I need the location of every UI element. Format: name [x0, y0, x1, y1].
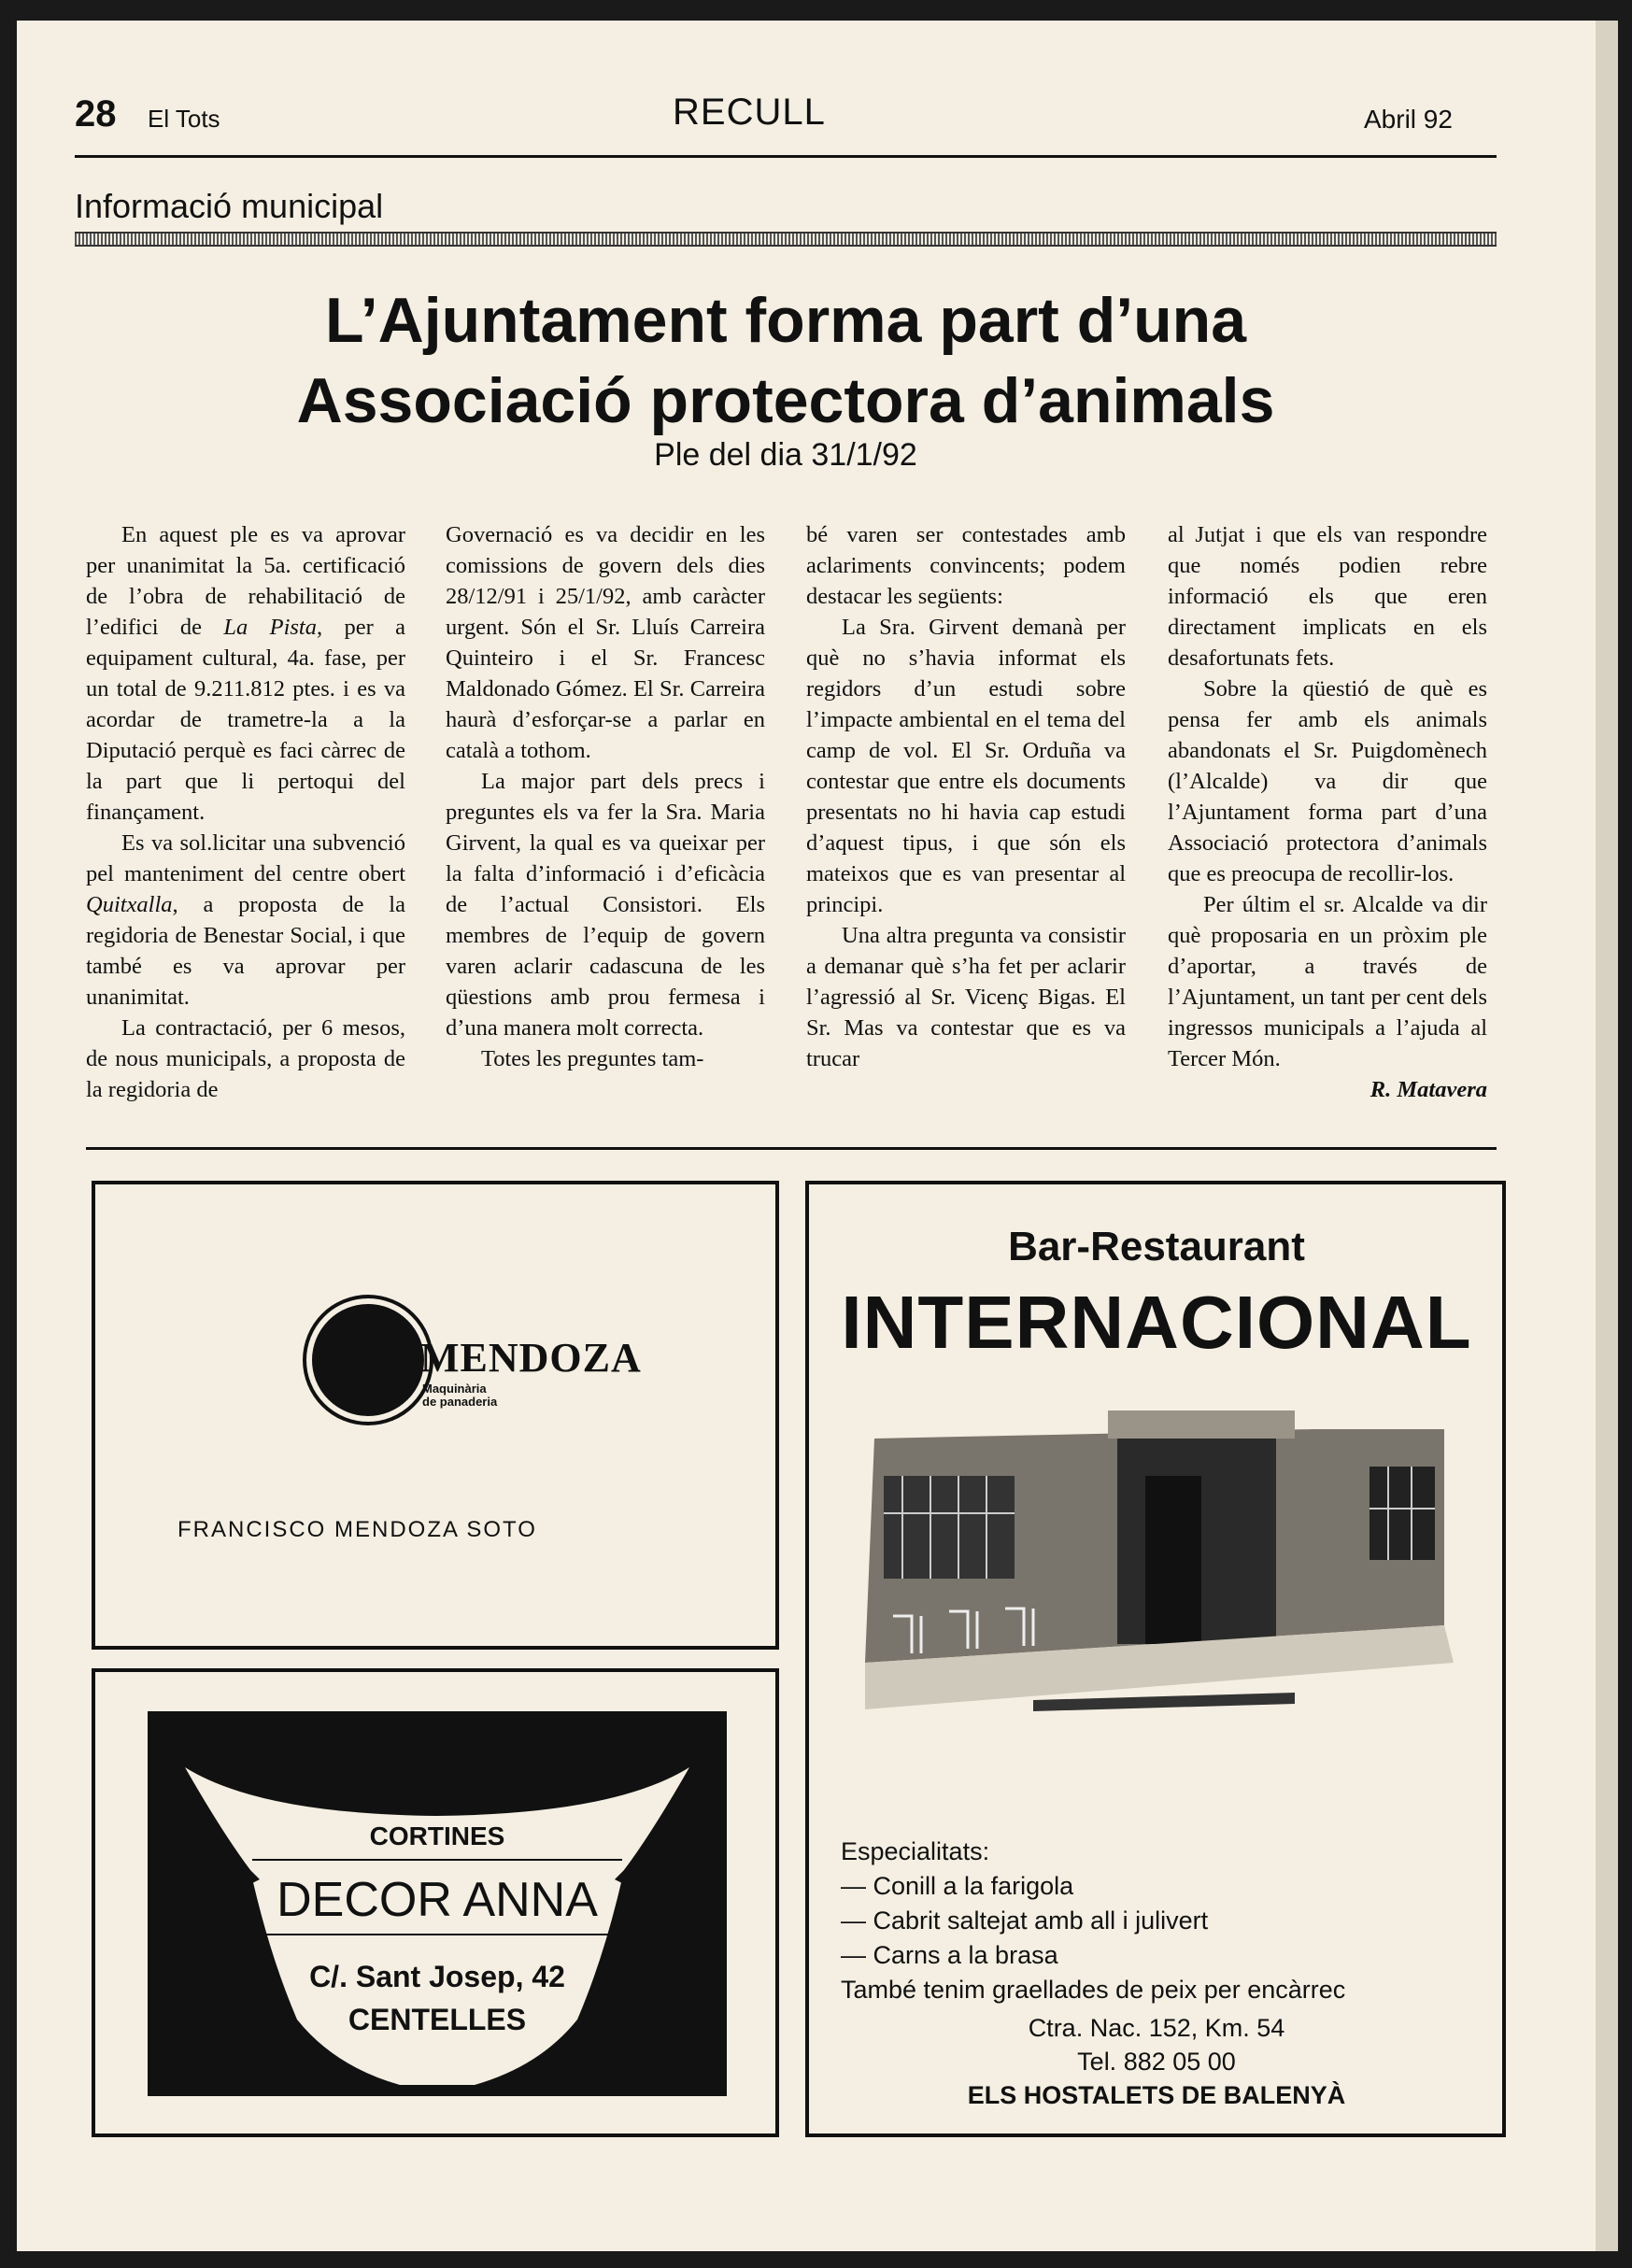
- header-rule: [75, 155, 1497, 158]
- article-column-4: [1168, 519, 1487, 1105]
- publication-name: El Tots: [148, 105, 220, 133]
- mendoza-owner: FRANCISCO MENDOZA SOTO: [177, 1517, 537, 1542]
- bar-road: Ctra. Nac. 152, Km. 54: [1028, 2014, 1285, 2042]
- page-edge: [1596, 21, 1618, 2251]
- article-author: R. Matavera: [1369, 1077, 1487, 1102]
- paragraph: Totes les preguntes tam-: [481, 1046, 704, 1071]
- article-column-2: [446, 519, 765, 1074]
- bar-tel: Tel. 882 05 00: [1077, 2048, 1236, 2076]
- article-title-line2: Associació protectora d’animals: [296, 365, 1275, 436]
- article-column-3: [806, 519, 1126, 1074]
- issue-date: Abril 92: [1364, 105, 1453, 134]
- bar-specialty-2: — Cabrit saltejat amb all i julivert: [841, 1907, 1209, 1935]
- article-column-1: [86, 519, 405, 1105]
- mendoza-logo-icon: [306, 1298, 430, 1422]
- mendoza-name: MENDOZA: [420, 1335, 642, 1381]
- paragraph: Es va sol.licitar una subvenció pel manteniment del centre obert Quitxalla, a proposta de la regidoria de Benestar Social, i que també es va aprovar per unanimitat.: [86, 830, 405, 1010]
- mendoza-sub2: de panaderia: [422, 1395, 498, 1409]
- paragraph: al Jutjat i que els van respondre que només podien rebre informació els que eren directament implicats en els desafortunats fets.: [1168, 522, 1487, 671]
- decor-name: DECOR ANNA: [277, 1873, 598, 1927]
- article-subtitle: Ple del dia 31/1/92: [654, 437, 917, 473]
- paragraph: Per últim el sr. Alcalde va dir què proposaria en un pròxim ple d’aportar, a través de l’Ajuntament, un tant per cent dels ingressos municipals a l’ajuda al Tercer Món.: [1168, 892, 1487, 1071]
- decor-rule-top: [252, 1859, 622, 1861]
- bar-name: INTERNACIONAL: [841, 1281, 1472, 1364]
- paragraph: En aquest ple es va aprovar per unanimitat la 5a. certificació de l’obra de rehabilitació de l’edifici de La Pista, per a equipament cultural, 4a. fase, per un total de 9.211.812 ptes. i es va acordar de trametre-la a la Diputació perquè es faci càrrec de la part que li pertoqui del finançament.: [86, 522, 405, 825]
- decor-heading: CORTINES: [369, 1821, 505, 1850]
- bar-specialties-label: Especialitats:: [841, 1837, 990, 1865]
- paragraph: bé varen ser contestades amb aclariments convincents; podem destacar les següents:: [806, 522, 1126, 609]
- bar-note: També tenim graellades de peix per encàrrec: [841, 1976, 1346, 2004]
- mendoza-subtitle: [422, 1382, 497, 1409]
- paragraph: Governació es va decidir en les comissions de govern dels dies 28/12/91 i 25/1/92, amb caràcter urgent. Són el Sr. Lluís Carreira Quinteiro i el Sr. Francesc Maldonado Gómez. El Sr. Carreira haurà d’esforçar-se a parlar en català a tothom.: [446, 522, 765, 763]
- section-heading: RECULL: [673, 92, 826, 133]
- bar-specialty-1: — Conill a la farigola: [841, 1872, 1074, 1900]
- article-end-rule: [86, 1147, 1497, 1150]
- paragraph: Una altra pregunta va consistir a demanar què s’ha fet per aclarir l’agressió al Sr. Vicenç Bigas. El Sr. Mas va contestar que es va trucar: [806, 923, 1126, 1071]
- hatched-rule: [75, 232, 1497, 247]
- article-title-line1: L’Ajuntament forma part d’una: [324, 285, 1247, 356]
- paragraph: La Sra. Girvent demanà per què no s’havia informat els regidors d’un estudi sobre l’impacte ambiental en el tema del camp de vol. El Sr. Orduña va contestar que entre els documents presentats no hi havia cap estudi d’aquest tipus, i que són els mateixos que es van presentar al principi.: [806, 615, 1126, 917]
- bar-town: ELS HOSTALETS DE BALENYÀ: [967, 2081, 1346, 2109]
- paragraph: Sobre la qüestió de què es pensa fer amb els animals abandonats el Sr. Puigdomènech (l’Alcalde) va dir que l’Ajuntament forma part d’una Associació protectora d’animals que es preocupa de recollir-los.: [1168, 676, 1487, 886]
- paragraph: La major part dels precs i preguntes els va fer la Sra. Maria Girvent, la qual es va queixar per la falta d’informació i d’eficàcia de l’actual Consistori. Els membres de l’equip de govern varen aclarir cadascuna de les qüestions amb prou fermesa i d’una manera molt correcta.: [446, 769, 765, 1041]
- page-number: 28: [75, 93, 117, 135]
- restaurant-photo-icon: [865, 1401, 1454, 1737]
- ad-mendoza: [92, 1181, 779, 1650]
- mendoza-sub1: Maquinària: [422, 1382, 487, 1396]
- paragraph: La contractació, per 6 mesos, de nous municipals, a proposta de la regidoria de: [86, 1015, 405, 1102]
- section-label: Informació municipal: [75, 187, 384, 225]
- decor-rule-bottom: [252, 1934, 622, 1935]
- bar-specialty-3: — Carns a la brasa: [841, 1941, 1058, 1969]
- decor-address: C/. Sant Josep, 42: [309, 1960, 565, 1993]
- bar-title: Bar-Restaurant: [1008, 1224, 1305, 1269]
- decor-city: CENTELLES: [348, 2003, 527, 2036]
